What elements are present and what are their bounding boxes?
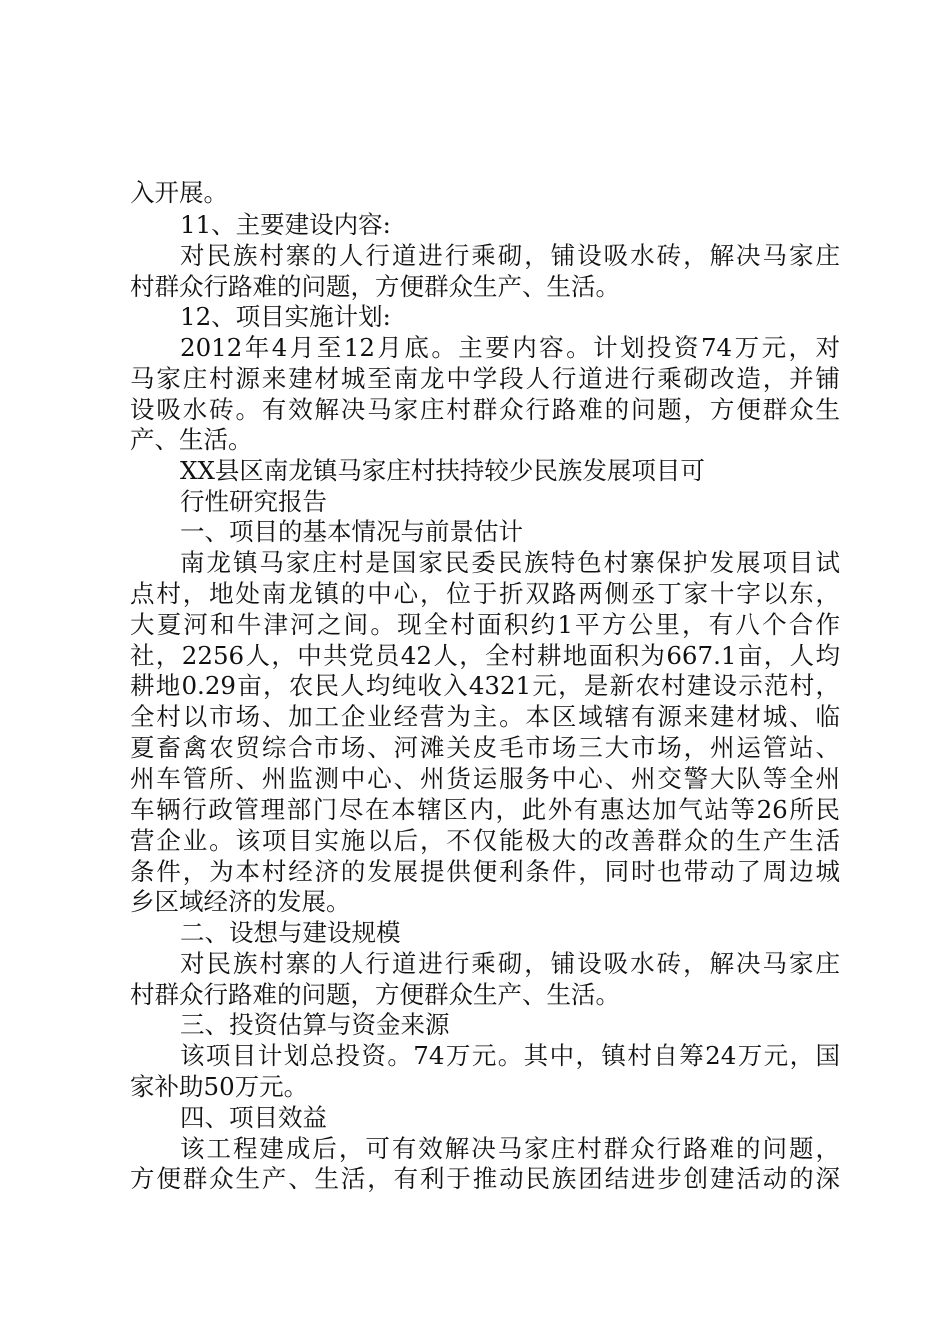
text-line: 耕地0.29亩，农民人均纯收入4321元，是新农村建设示范村， xyxy=(130,671,840,700)
text-line: 全村以市场、加工企业经营为主。本区域辖有源来建材城、临 xyxy=(130,702,840,731)
text-line: 入开展。 xyxy=(130,178,228,207)
section-heading: 三、投资估算与资金来源 xyxy=(180,1010,450,1039)
text-line: 南龙镇马家庄村是国家民委民族特色村寨保护发展项目试 xyxy=(180,548,840,577)
section-heading: 11、主要建设内容: xyxy=(180,210,391,239)
report-title-line-2: 行性研究报告 xyxy=(180,487,327,516)
text-line: 方便群众生产、生活，有利于推动民族团结进步创建活动的深 xyxy=(130,1164,840,1193)
text-line: 条件，为本村经济的发展提供便利条件，同时也带动了周边城 xyxy=(130,857,840,886)
text-line: 州车管所、州监测中心、州货运服务中心、州交警大队等全州 xyxy=(130,764,840,793)
text-line: 营企业。该项目实施以后，不仅能极大的改善群众的生产生活 xyxy=(130,826,840,855)
text-line: 对民族村寨的人行道进行乘砌，铺设吸水砖，解决马家庄 xyxy=(180,241,840,270)
text-line: 大夏河和牛津河之间。现全村面积约1平方公里，有八个合作 xyxy=(130,610,840,639)
text-line: 车辆行政管理部门尽在本辖区内，此外有惠达加气站等26所民 xyxy=(130,795,840,824)
text-line: 村群众行路难的问题，方便群众生产、生活。 xyxy=(130,272,620,301)
text-line: 家补助50万元。 xyxy=(130,1072,309,1101)
text-line: 设吸水砖。有效解决马家庄村群众行路难的问题，方便群众生 xyxy=(130,395,840,424)
section-heading: 12、项目实施计划: xyxy=(180,302,391,331)
text-line: 该工程建成后，可有效解决马家庄村群众行路难的问题， xyxy=(180,1134,840,1163)
section-heading: 二、设想与建设规模 xyxy=(180,918,401,947)
text-line: 产、生活。 xyxy=(130,425,253,454)
text-line: 对民族村寨的人行道进行乘砌，铺设吸水砖，解决马家庄 xyxy=(180,949,840,978)
text-line: 该项目计划总投资。74万元。其中，镇村自筹24万元，国 xyxy=(180,1041,840,1070)
section-heading: 一、项目的基本情况与前景估计 xyxy=(180,517,523,546)
text-line: 乡区域经济的发展。 xyxy=(130,887,351,916)
section-heading: 四、项目效益 xyxy=(180,1103,327,1132)
text-line: 点村，地处南龙镇的中心，位于折双路两侧丞丁家十字以东， xyxy=(130,579,840,608)
text-line: 夏畜禽农贸综合市场、河滩关皮毛市场三大市场，州运管站、 xyxy=(130,733,840,762)
text-line: 马家庄村源来建材城至南龙中学段人行道进行乘砌改造，并铺 xyxy=(130,364,840,393)
text-line: 2012年4月至12月底。主要内容。计划投资74万元，对 xyxy=(180,333,840,362)
report-title-line-1: XX县区南龙镇马家庄村扶持较少民族发展项目可 xyxy=(180,456,705,485)
text-line: 社，2256人，中共党员42人，全村耕地面积为667.1亩，人均 xyxy=(130,641,840,670)
text-line: 村群众行路难的问题，方便群众生产、生活。 xyxy=(130,980,620,1009)
